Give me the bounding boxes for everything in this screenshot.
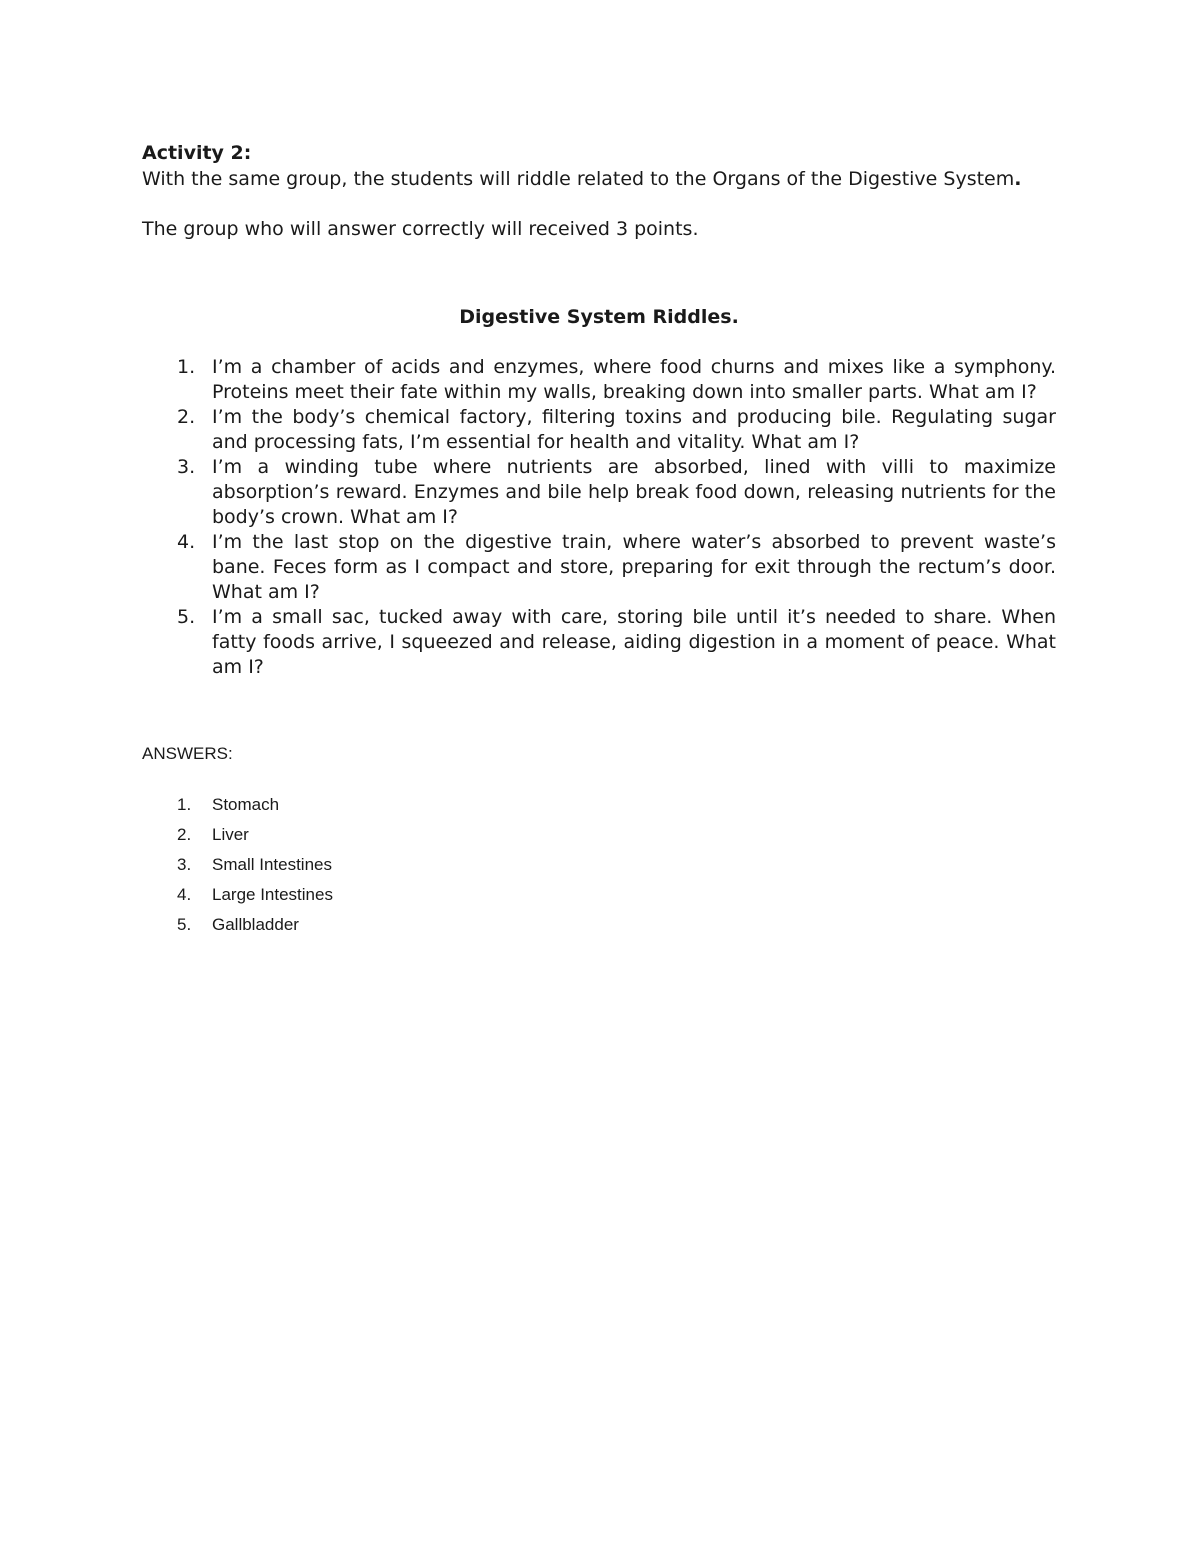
riddle-text: I’m a winding tube where nutrients are absorbed, lined with villi to maximize absorption’s reward. Enzymes and bile help break food down, releasing nutrients for the body’s crown. What am I?: [212, 456, 1056, 528]
riddle-number: 5.: [177, 606, 196, 628]
answer-text: Liver: [212, 825, 249, 844]
riddle-number: 3.: [177, 456, 196, 478]
riddle-item: [142, 455, 1056, 530]
riddle-item: [142, 530, 1056, 605]
answer-number: 4.: [177, 885, 192, 904]
riddle-item: [142, 605, 1056, 680]
answer-text: Small Intestines: [212, 855, 332, 874]
riddle-item: [142, 355, 1056, 405]
answers-label: ANSWERS:: [142, 744, 233, 763]
activity-heading: Activity 2:: [142, 142, 252, 164]
riddle-text: I’m a small sac, tucked away with care, storing bile until it’s needed to share. When fatty foods arrive, I squeezed and release, aiding digestion in a moment of peace. What am I?: [212, 606, 1056, 678]
riddle-number: 2.: [177, 406, 196, 428]
document-page: [142, 140, 1056, 940]
answer-item: [142, 880, 1056, 910]
answer-item: [142, 790, 1056, 820]
activity-intro-period: .: [1014, 168, 1022, 190]
answer-number: 3.: [177, 855, 192, 874]
activity-intro-text: With the same group, the students will riddle related to the Organs of the Digestive System: [142, 168, 1015, 190]
riddles-title: Digestive System Riddles.: [459, 306, 739, 328]
riddle-text: I’m the last stop on the digestive train, where water’s absorbed to prevent waste’s bane. Feces form as I compact and store, preparing for exit through the rectum’s door. What am I?: [212, 531, 1056, 603]
answer-number: 2.: [177, 825, 192, 844]
riddle-number: 1.: [177, 356, 196, 378]
riddle-number: 4.: [177, 531, 196, 553]
riddle-list: [142, 355, 1056, 680]
riddle-text: I’m the body’s chemical factory, filtering toxins and producing bile. Regulating sugar and processing fats, I’m essential for health and vitality. What am I?: [212, 406, 1056, 453]
points-line: The group who will answer correctly will received 3 points.: [142, 218, 699, 240]
answer-item: [142, 850, 1056, 880]
answer-number: 1.: [177, 795, 192, 814]
riddle-text: I’m a chamber of acids and enzymes, where food churns and mixes like a symphony. Proteins meet their fate within my walls, breaking down into smaller parts. What am I?: [212, 356, 1056, 403]
answer-text: Large Intestines: [212, 885, 333, 904]
activity-intro: [142, 167, 1056, 192]
answer-list: [142, 790, 1056, 940]
answer-item: [142, 910, 1056, 940]
answer-text: Gallbladder: [212, 915, 299, 934]
answer-item: [142, 820, 1056, 850]
answer-text: Stomach: [212, 795, 280, 814]
riddle-item: [142, 405, 1056, 455]
answer-number: 5.: [177, 915, 192, 934]
